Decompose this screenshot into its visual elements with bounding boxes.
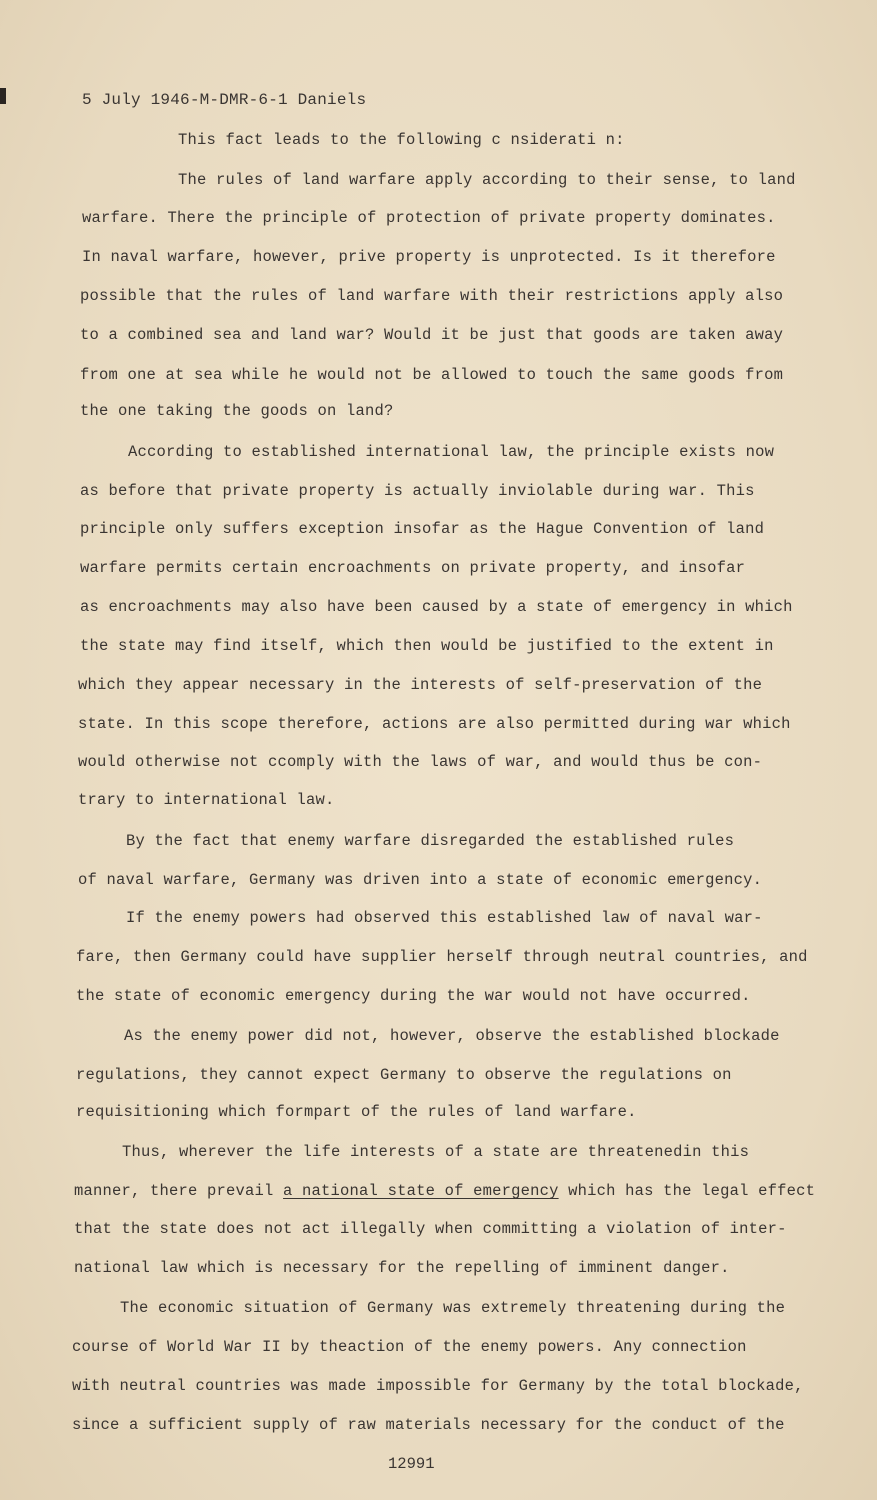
text-segment: manner, there prevail bbox=[74, 1182, 284, 1200]
text-line: with neutral countries was made impossible for Germany by the total blockade, bbox=[72, 1377, 804, 1395]
text-line: as before that private property is actually inviolable during war. This bbox=[80, 482, 755, 500]
text-line: This fact leads to the following c nsiderati n: bbox=[178, 131, 625, 149]
text-line: warfare. There the principle of protection of private property dominates. bbox=[82, 209, 776, 227]
text-line: principle only suffers exception insofar as the Hague Convention of land bbox=[80, 520, 765, 538]
text-line: trary to international law. bbox=[78, 791, 335, 809]
text-line: The rules of land warfare apply according to their sense, to land bbox=[178, 171, 796, 189]
punch-mark bbox=[0, 88, 6, 104]
text-line: course of World War II by theaction of the enemy powers. Any connection bbox=[72, 1338, 747, 1356]
underlined-phrase: a national state of emergency bbox=[283, 1182, 559, 1200]
text-line-with-underline bbox=[74, 1182, 815, 1200]
text-line: As the enemy power did not, however, observe the established blockade bbox=[124, 1027, 780, 1045]
text-line: The economic situation of Germany was extremely threatening during the bbox=[120, 1299, 786, 1317]
text-line: According to established international law, the principle exists now bbox=[128, 443, 775, 461]
text-line: warfare permits certain encroachments on private property, and insofar bbox=[80, 559, 746, 577]
text-line: possible that the rules of land warfare with their restrictions apply also bbox=[80, 287, 784, 305]
text-line: state. In this scope therefore, actions are also permitted during war which bbox=[78, 715, 791, 733]
text-line: to a combined sea and land war? Would it be just that goods are taken away bbox=[80, 326, 784, 344]
text-line: would otherwise not ccomply with the laws of war, and would thus be con- bbox=[78, 753, 763, 771]
text-line: Thus, wherever the life interests of a state are threatenedin this bbox=[122, 1143, 750, 1161]
text-line: the state may find itself, which then would be justified to the extent in bbox=[80, 637, 774, 655]
text-line: of naval warfare, Germany was driven into a state of economic emergency. bbox=[78, 871, 763, 889]
text-line: fare, then Germany could have supplier herself through neutral countries, and bbox=[76, 948, 808, 966]
text-line: If the enemy powers had observed this established law of naval war- bbox=[126, 909, 763, 927]
document-reference: 5 July 1946-M-DMR-6-1 Daniels bbox=[82, 91, 367, 109]
text-segment: which has the legal effect bbox=[558, 1182, 816, 1200]
text-line: the state of economic emergency during the war would not have occurred. bbox=[76, 987, 751, 1005]
text-line: requisitioning which formpart of the rules of land warfare. bbox=[76, 1103, 637, 1121]
text-line: the one taking the goods on land? bbox=[80, 402, 394, 420]
text-line: regulations, they cannot expect Germany to observe the regulations on bbox=[76, 1066, 732, 1084]
text-line: which they appear necessary in the interests of self-preservation of the bbox=[78, 676, 763, 694]
text-line: In naval warfare, however, prive property is unprotected. Is it therefore bbox=[82, 248, 776, 266]
text-line: By the fact that enemy warfare disregarded the established rules bbox=[126, 832, 735, 850]
text-line: as encroachments may also have been caused by a state of emergency in which bbox=[80, 598, 793, 616]
text-line: from one at sea while he would not be allowed to touch the same goods from bbox=[80, 366, 784, 384]
text-line: national law which is necessary for the repelling of imminent danger. bbox=[74, 1259, 730, 1277]
page-number: 12991 bbox=[388, 1455, 435, 1473]
text-line: that the state does not act illegally when committing a violation of inter- bbox=[74, 1220, 787, 1238]
text-line: since a sufficient supply of raw materials necessary for the conduct of the bbox=[72, 1416, 785, 1434]
